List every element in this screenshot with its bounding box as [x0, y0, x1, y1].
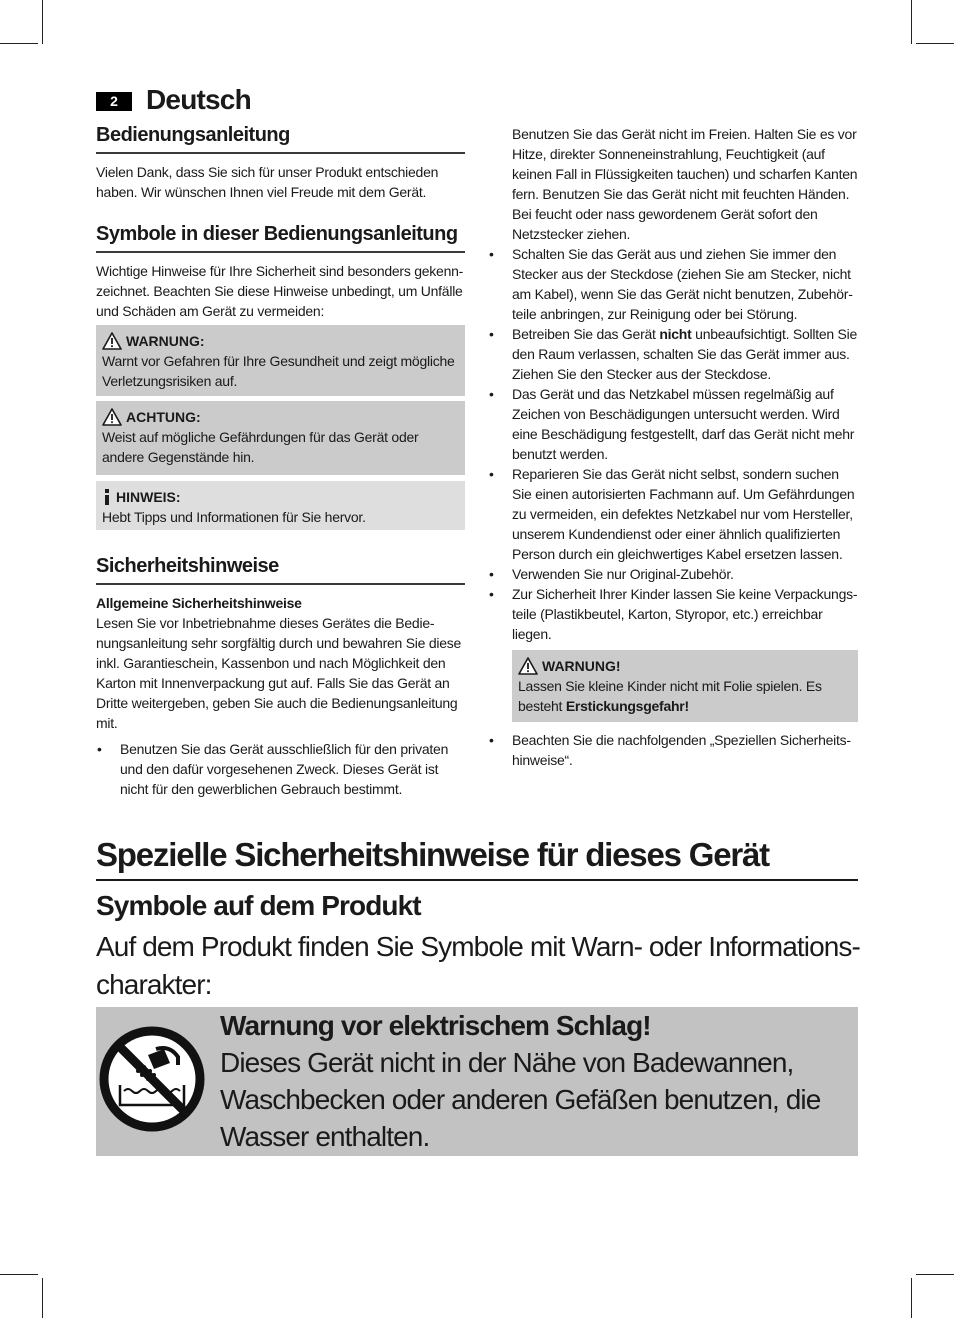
crop-mark	[911, 1278, 912, 1318]
page-number: 2	[96, 92, 132, 111]
electric-warning-text	[220, 1007, 852, 1155]
warnung-box-text: Warnt vor Gefahren für Ihre Gesundheit und zeigt mögliche Verletzungsrisiken auf.	[102, 353, 455, 389]
info-icon	[102, 488, 112, 506]
hinweis-box-title: HINWEIS:	[102, 487, 459, 507]
list-item: • Benutzen Sie das Gerät ausschließlich für den privaten und den dafür vorgesehenen Zweck. Dieses Gerät ist nicht für den gewerblichen Gebrauch bestimmt.	[96, 739, 465, 799]
bullet-list-right	[488, 244, 860, 644]
hinweis-box	[96, 481, 465, 530]
warnung-kinder-title: WARNUNG!	[518, 656, 852, 676]
special-title: Spezielle Sicherheitshinweise für dieses Gerät	[96, 836, 769, 873]
section-rule	[96, 251, 465, 253]
electric-warning-body: Dieses Gerät nicht in der Nähe von Badewannen, Waschbecken oder anderen Gefäßen benutzen, die Wasser enthalten.	[220, 1047, 821, 1152]
warnung-kinder-text: Lassen Sie kleine Kinder nicht mit Folie spielen. Es besteht Erstickungsgefahr!	[518, 678, 822, 714]
electric-warning-box	[96, 1007, 858, 1156]
section-rule	[96, 583, 465, 585]
section-heading-symbole: Symbole in dieser Bedienungsanleitung	[96, 223, 458, 245]
achtung-box-text: Weist auf mögliche Gefährdungen für das Gerät oder andere Gegenstände hin.	[102, 429, 419, 465]
list-item: • Zur Sicherheit Ihrer Kinder lassen Sie keine Verpackungsteile (Plastikbeutel, Karton, Styropor, etc.) erreichbar liegen.	[488, 584, 860, 644]
section-heading-sicherheitshinweise: Sicherheitshinweise	[96, 555, 279, 577]
warning-triangle-icon	[102, 332, 122, 350]
crop-mark	[0, 43, 38, 44]
continuation-text: Benutzen Sie das Gerät nicht im Freien. Halten Sie es vor Hitze, direkter Sonneneinstrahlung, Feuchtigkeit (auf keinen Fall in Flüssigkeiten tauchen) und scharfen Kanten fern. Benutzen Sie das Gerät nicht mit feuchten Händen. Bei feucht oder nass gewordenem Gerät sofort den Netzstecker ziehen.	[512, 126, 858, 242]
list-item: • Reparieren Sie das Gerät nicht selbst, sondern suchen Sie einen autorisierten Fachmann auf. Um Gefährdungen zu vermeiden, ein defektes Netzkabel nur vom Hersteller, unserem Kundendienst oder einer ähnlich qualifizierten Person durch ein gleichwertiges Kabel ersetzen lassen.	[488, 464, 860, 564]
crop-mark	[0, 1274, 38, 1275]
special-subtitle: Symbole auf dem Produkt	[96, 890, 421, 921]
list-item: • Betreiben Sie das Gerät nicht unbeaufsichtigt. Sollten Sie den Raum verlassen, schalten Sie das Gerät immer aus. Ziehen Sie den Stecker aus der Steckdose.	[488, 324, 860, 384]
special-rule	[96, 879, 858, 881]
warnung-box-title: WARNUNG:	[102, 331, 459, 351]
list-item: • Schalten Sie das Gerät aus und ziehen Sie immer den Stecker aus der Steckdose (ziehen Sie am Stecker, nicht am Kabel), wenn Sie das Gerät nicht benutzen, Zubehörteile anbringen, zur Reinigung oder bei Störung.	[488, 244, 860, 324]
hinweis-box-text: Hebt Tipps und Informationen für Sie hervor.	[102, 509, 366, 525]
warnung-kinder-box	[512, 650, 858, 722]
symbole-text: Wichtige Hinweise für Ihre Sicherheit sind besonders gekennzeichnet. Beachten Sie diese Hinweise unbedingt, um Unfälle und Schäden am Gerät zu vermeiden:	[96, 263, 464, 319]
crop-mark	[916, 43, 954, 44]
crop-mark	[42, 0, 43, 44]
warning-triangle-icon	[102, 408, 122, 426]
special-intro: Auf dem Produkt finden Sie Symbole mit Warn- oder Informationscharakter:	[96, 931, 861, 1000]
crop-mark	[916, 1274, 954, 1275]
bullet-list-right-end	[488, 730, 860, 770]
intro-text: Vielen Dank, dass Sie sich für unser Produkt entschieden haben. Wir wünschen Ihnen viel Freude mit dem Gerät.	[96, 164, 439, 200]
allgemeine-text: Lesen Sie vor Inbetriebnahme dieses Gerätes die Bedienungsanleitung sehr sorgfältig durch und bewahren Sie diese inkl. Garantieschein, Kassenbon und nach Möglichkeit den Karton mit Innenverpackung gut auf. Falls Sie das Gerät an Dritte weitergeben, geben Sie auch die Bedienungsanleitung mit.	[96, 615, 462, 731]
language-heading: Deutsch	[146, 84, 251, 115]
list-item: • Das Gerät und das Netzkabel müssen regelmäßig auf Zeichen von Beschädigungen untersucht werden. Wird eine Beschädigung festgestellt, darf das Gerät nicht mehr benutzt werden.	[488, 384, 860, 464]
list-item: • Beachten Sie die nachfolgenden „Speziellen Sicherheitshinweise“.	[488, 730, 860, 770]
achtung-box	[96, 401, 465, 475]
achtung-box-title: ACHTUNG:	[102, 407, 459, 427]
crop-mark	[42, 1278, 43, 1318]
bullet-list-left	[96, 739, 465, 799]
warning-triangle-icon	[518, 657, 538, 675]
warnung-box	[96, 325, 465, 396]
list-item: • Verwenden Sie nur Original-Zubehör.	[488, 564, 860, 584]
crop-mark	[911, 0, 912, 44]
section-rule	[96, 152, 465, 154]
subheading-allgemeine: Allgemeine Sicherheitshinweise	[96, 595, 302, 611]
no-water-prohibition-icon	[98, 1025, 206, 1133]
electric-warning-title: Warnung vor elektrischem Schlag!	[220, 1010, 651, 1041]
section-heading-bedienungsanleitung: Bedienungsanleitung	[96, 124, 290, 146]
